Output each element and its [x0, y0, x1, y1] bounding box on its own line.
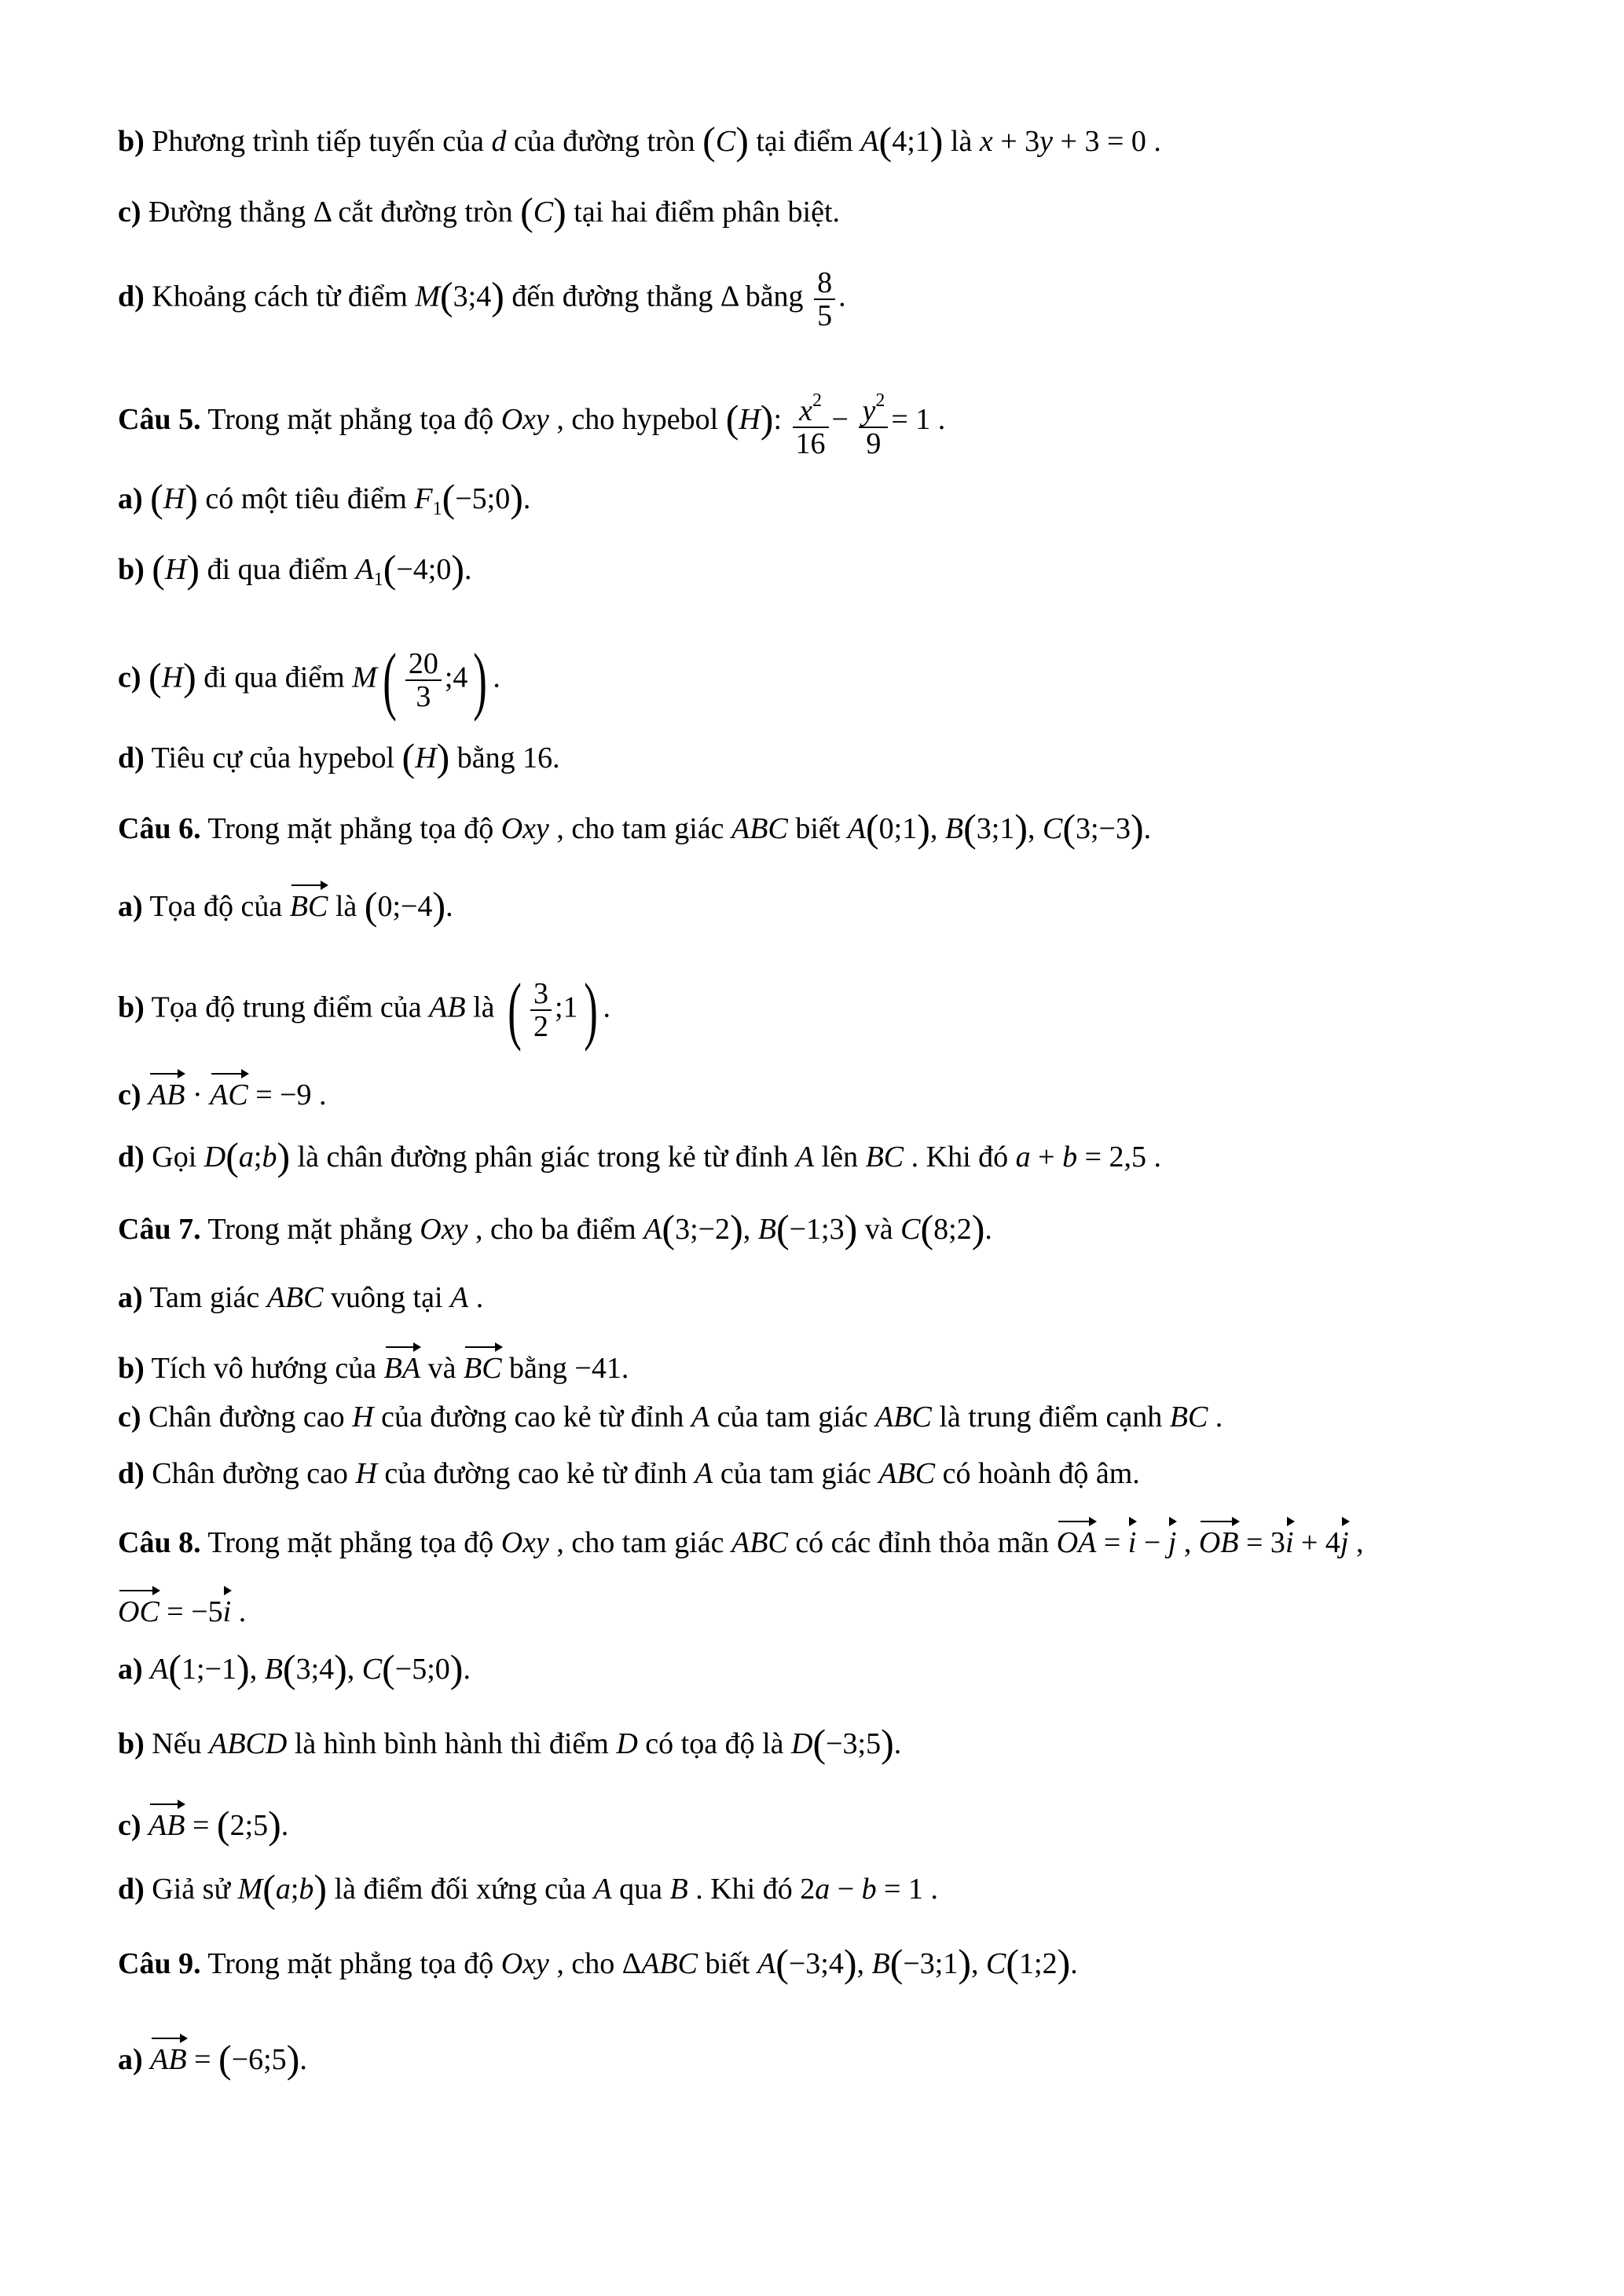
line-q4b: b) Phương trình tiếp tuyến của d của đường tròn (C) tại điểm A(4;1) là x + 3y + 3 = 0 .	[118, 119, 1161, 163]
line-q5b: b) (H) đi qua điểm $A_1(-4;0)$.	[118, 547, 472, 591]
fraction: $\frac{8}{5}$	[814, 267, 835, 331]
line-q5d: d) Tiêu cự của hypebol (H) bằng 16.	[118, 735, 560, 779]
line-q7d: d) Chân đường cao H của đường cao kẻ từ đỉnh A của tam giác ABC có hoành độ âm.	[118, 1457, 1140, 1490]
line-q6a: a) Tọa độ của BC là (0;−4).	[118, 880, 1577, 925]
line-q7b: b) Tích vô hướng của BA và BC bằng −41.	[118, 1342, 1577, 1387]
fraction: $\frac{x^2}{16}$	[793, 385, 829, 460]
line-cau7: Câu 7. Trong mặt phẳng Oxy , cho ba điểm A(3;−2), B(−1;3) và C(8;2).	[118, 1207, 992, 1251]
line-cau6: Câu 6. Trong mặt phẳng tọa độ Oxy , cho tam giác ABC biết A(0;1), B(3;1), C(3;−3).	[118, 806, 1152, 850]
line-q7c: c) Chân đường cao H của đường cao kẻ từ đỉnh A của tam giác ABC là trung điểm cạnh BC .	[118, 1401, 1223, 1434]
fraction: $\frac{y^2}{9}$	[859, 385, 888, 460]
line-q4c: c) Đường thẳng Δ cắt đường tròn (C) tại hai điểm phân biệt.	[118, 189, 841, 233]
fraction: $\frac{3}{2}$	[530, 978, 552, 1042]
line-q6d: d) Gọi D(a;b) là chân đường phân giác trong kẻ từ đỉnh A lên BC . Khi đó a + b = 2,5 .	[118, 1134, 1162, 1178]
line-q6b: b) Tọa độ trung điểm của AB là ( $\frac{3}{2}$ ;1) .	[118, 968, 610, 1052]
line-q6c: c) AB · AC = −9 .	[118, 1068, 1577, 1114]
line-q5c: c) (H) đi qua điểm M( $\frac{20}{3}$ ;4) .	[118, 638, 500, 722]
line-q8b: b) Nếu ABCD là hình bình hành thì điểm D có tọa độ là D(−3;5).	[118, 1721, 902, 1765]
line-q8a: a) A(1;−1), B(3;4), C(−5;0).	[118, 1646, 471, 1690]
fraction: $\frac{20}{3}$	[405, 648, 442, 712]
line-cau8-cont: OC = −5i .	[118, 1585, 1577, 1631]
line-cau5: Câu 5. Trong mặt phẳng tọa độ Oxy , cho hypebol (H): $\frac{x^2}{16}$ − $\frac{y^2}{9}$ = 1 .	[118, 385, 1577, 460]
line-q8c: c) AB = (2;5).	[118, 1799, 1577, 1844]
line-q4d: d) Khoảng cách từ điểm M(3;4) đến đường thẳng Δ bằng $\frac{8}{5}$ .	[118, 266, 846, 332]
line-q5a: a) (H) có một tiêu điểm $F_1(-5;0)$.	[118, 476, 531, 520]
line-cau8: Câu 8. Trong mặt phẳng tọa độ Oxy , cho tam giác ABC có các đỉnh thỏa mãn OA = i − j , OB = 3i + 4j ,	[118, 1516, 1577, 1562]
line-q8d: d) Giả sử M(a;b) là điểm đối xứng của A qua B . Khi đó 2a − b = 1 .	[118, 1866, 939, 1910]
line-cau9: Câu 9. Trong mặt phẳng tọa độ Oxy , cho ΔABC biết A(−3;4), B(−3;1), C(1;2).	[118, 1941, 1078, 1985]
line-q9a: a) AB = (−6;5).	[118, 2033, 1577, 2078]
line-q7a: a) Tam giác ABC vuông tại A .	[118, 1281, 484, 1314]
